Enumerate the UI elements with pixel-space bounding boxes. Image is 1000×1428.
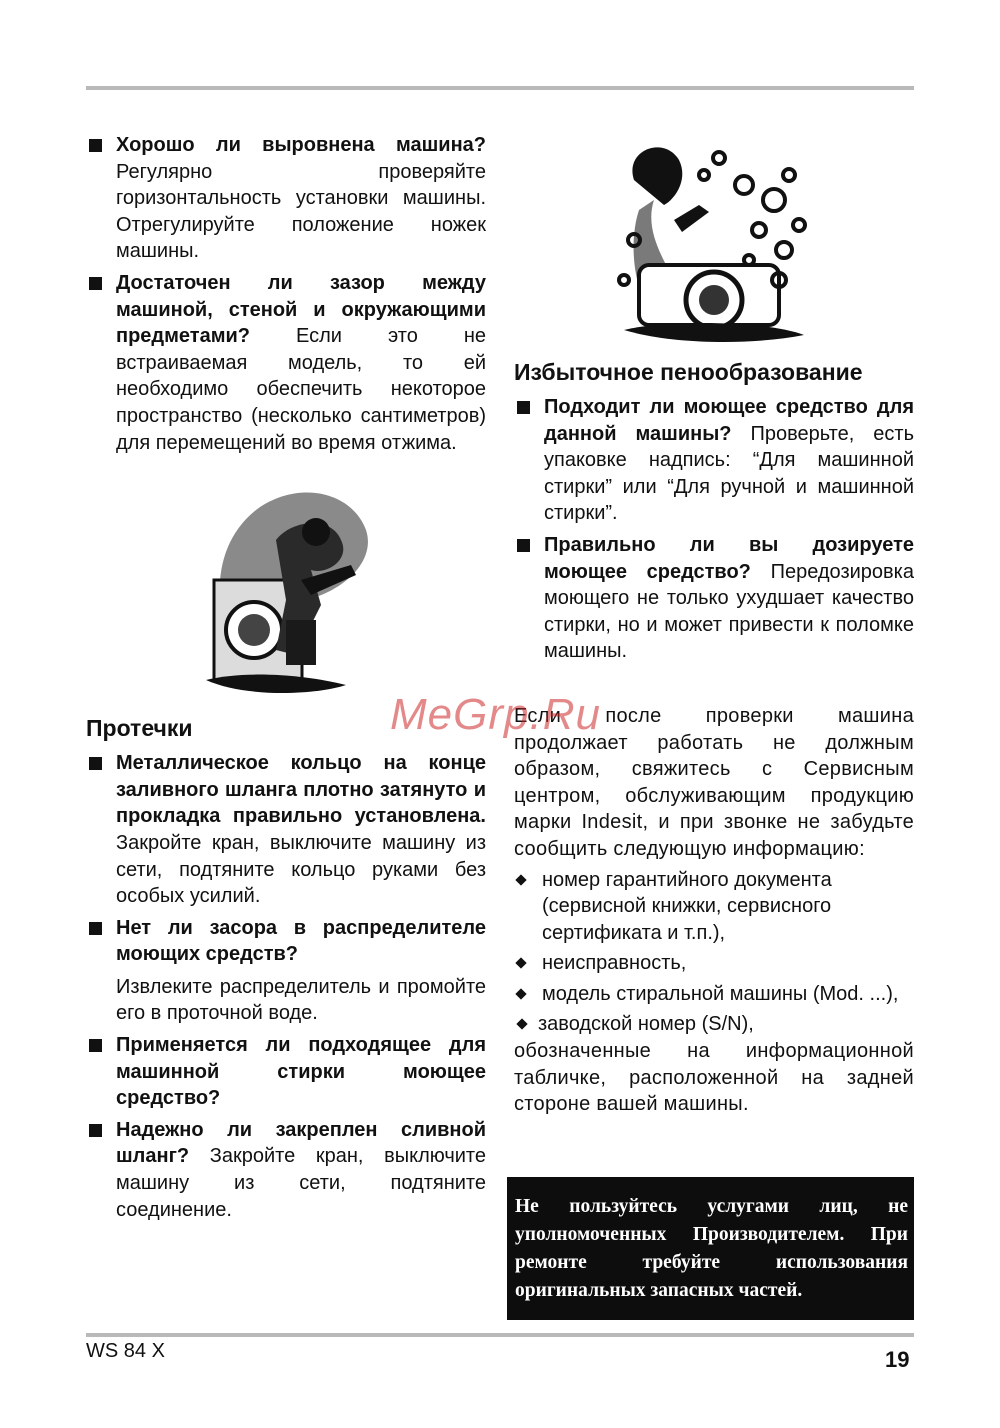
item-text: Проверьте, есть упаковке надпись: “Для машинной стирки” или “Для ручной и машинной стирки”. [544, 422, 914, 525]
item-text: Закройте кран, выключите машину из сети, подтяните соединение. [116, 1145, 486, 1221]
item-question: Подходит ли моющее средство для данной машины? [544, 396, 914, 445]
list-item [86, 915, 486, 1027]
list-item [86, 750, 486, 910]
item-question: Металлическое кольцо на конце заливного шланга плотно затянуто и прокладка правильно установлена. [116, 752, 486, 828]
square-bullet-icon [89, 1124, 102, 1137]
item-text: Извлеките распределитель и промойте его в проточной воде. [116, 975, 486, 1025]
item-text: Регулярно проверяйте горизонтальность установки машины. Отрегулируйте положение ножек машины. [116, 160, 486, 263]
diamond-bullet-icon [515, 988, 526, 999]
list-item [514, 981, 914, 1008]
list-item [514, 394, 914, 527]
service-list-text: неисправность, [542, 952, 687, 975]
service-list-text: модель стиральной машины (Mod. ...), [542, 982, 899, 1005]
list-item [514, 1011, 914, 1038]
watermark: MeGrp.Ru [390, 690, 601, 739]
service-list-text: номер гарантийного документа (сервисной книжки, сервисного сертификата и т.п.), [542, 868, 832, 944]
square-bullet-icon [89, 277, 102, 290]
bottom-rule [86, 1333, 914, 1337]
mermaid-foam-illustration [514, 130, 914, 350]
item-text: Передозировка моющего не только ухудшает качество стирки, но и может привести к поломке машины. [544, 560, 914, 663]
list-item [514, 950, 914, 977]
section-title-leaks: Протечки [86, 715, 193, 742]
service-outro: обозначенные на информационной табличке, расположенной на задней стороне вашей машины. [514, 1040, 914, 1116]
service-list-text: заводской номер (S/N), [538, 1013, 754, 1036]
square-bullet-icon [89, 922, 102, 935]
item-question: Применяется ли подходящее для машинной стирки моющее средство? [116, 1034, 486, 1110]
diamond-bullet-icon [515, 874, 526, 885]
list-item [86, 1032, 486, 1112]
right-column [514, 130, 914, 1118]
repairman-illustration [86, 470, 486, 702]
square-bullet-icon [517, 401, 530, 414]
item-question: Достаточен ли зазор между машиной, стеной и окружающими предметами? [116, 271, 486, 348]
list-item [86, 1117, 486, 1223]
square-bullet-icon [89, 757, 102, 770]
section-title-foam: Избыточное пенообразование [514, 359, 863, 385]
item-text: Закройте кран, выключите машину из сети, подтяните кольцо руками без особых усилий. [116, 831, 486, 908]
warning-box: Не пользуйтесь услугами лиц, не уполномоченных Производителем. При ремонте требуйте использования оригинальных запасных частей. [507, 1177, 914, 1320]
diamond-bullet-icon [515, 958, 526, 969]
left-column [86, 132, 486, 1228]
list-item [86, 132, 486, 265]
square-bullet-icon [89, 1039, 102, 1052]
square-bullet-icon [517, 539, 530, 552]
top-rule [86, 86, 914, 90]
square-bullet-icon [89, 139, 102, 152]
list-item [86, 270, 486, 456]
diamond-bullet-icon [516, 1019, 527, 1030]
item-text: Если это не встраиваемая модель, то ей необходимо обеспечить некоторое пространство (несколько сантиметров) для перемещений во время отжима. [116, 325, 486, 454]
list-item [514, 867, 914, 947]
item-question: Хорошо ли выровнена машина? [116, 134, 486, 156]
page-number: 19 [885, 1347, 910, 1372]
item-question: Правильно ли вы дозируете моющее средство? [544, 533, 914, 583]
footer-model: WS 84 X [86, 1340, 165, 1362]
item-question: Надежно ли закреплен сливной шланг? [116, 1118, 486, 1168]
service-intro: Если после проверки машина продолжает работать не должным образом, свяжитесь с Сервисным центром, обслуживающим продукцию марки Indesit, и при звонке не забудьте сообщить следующую информацию: [514, 704, 914, 860]
list-item [514, 532, 914, 665]
item-question: Нет ли засора в распределителе моющих средств? [116, 916, 486, 966]
